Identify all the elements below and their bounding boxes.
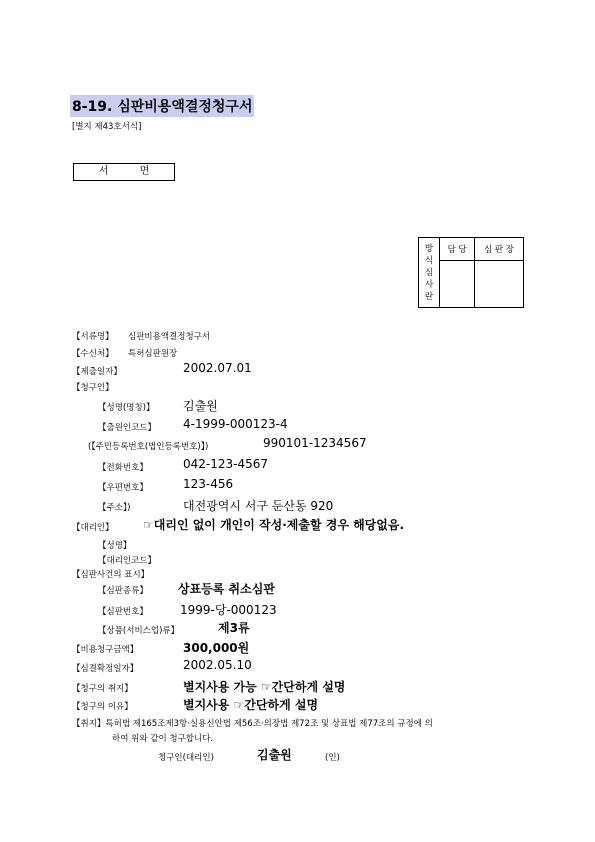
goods-class-label: 【상품(서비스업)류】 (98, 626, 180, 636)
agent-code-label: 【대리인코드】 (98, 556, 157, 566)
intent-line-1: 【취지】특허법 제165조제3항·실용신안법 제56조·의장법 제72조 및 상표법 제77조의 규정에 의 (72, 719, 433, 729)
final-date-value: 2002.05.10 (183, 658, 252, 672)
recipient-label: 【수신처】 (72, 349, 114, 359)
reason-value: 별지사용 ☞간단하게 설명 (183, 698, 319, 712)
agent-label: 【대리인】 (72, 523, 114, 533)
document-type-label: 서 면 (98, 166, 164, 177)
submit-date-value: 2002.07.01 (183, 361, 252, 375)
resident-number-value: 990101-1234567 (263, 436, 367, 450)
address-label: 【주소】) (98, 503, 131, 513)
intent-line-2: 하여 위와 같이 청구합니다. (112, 734, 214, 744)
phone-label: 【전화번호】 (98, 463, 148, 473)
goods-class-value: 제3류 (218, 621, 250, 635)
doc-name-label: 【서류명】 (72, 332, 114, 342)
applicant-code-label: 【출원인코드】 (98, 423, 157, 433)
doc-name-value: 심판비용액결정청구서 (128, 332, 211, 342)
recipient-value: 특허심판원장 (128, 349, 178, 359)
postal-code-label: 【우편번호】 (98, 483, 148, 493)
signer-name: 김출원 (257, 748, 292, 762)
claimant-label: 【청구인】 (72, 383, 114, 393)
case-number-value: 1999-당-000123 (180, 603, 277, 617)
name-value: 김출원 (183, 399, 218, 413)
phone-value: 042-123-4567 (183, 457, 269, 471)
reason-label: 【청구의 이유】 (72, 702, 133, 712)
approval-vertical-label: 방 식 심 사 란 (419, 238, 440, 308)
case-type-label: 【심판종류】 (98, 586, 148, 596)
purpose-value: 별지사용 가능 ☞간단하게 설명 (183, 680, 346, 694)
case-type-value: 상표등록 취소심판 (178, 582, 275, 596)
approval-cell-judge (475, 261, 524, 308)
signer-label: 청구인(대리인) (158, 753, 214, 763)
postal-code-value: 123-456 (183, 477, 234, 491)
approval-table (418, 237, 524, 308)
applicant-code-value: 4-1999-000123-4 (183, 417, 288, 431)
approval-header-judge: 심 판 장 (475, 238, 524, 261)
form-note: [별지 제43호서식] (72, 122, 142, 132)
document-type-box (73, 163, 175, 181)
final-date-label: 【심결확정일자】 (72, 664, 139, 674)
address-value: 대전광역시 서구 둔산동 920 (183, 499, 334, 513)
resident-number-label: (【주민등록번호(법인등록번호)】) (88, 442, 209, 452)
case-label: 【심판사건의 표시】 (72, 570, 150, 580)
cost-label: 【비용청구금액】 (72, 645, 139, 655)
name-label: 【성명(명칭)】 (98, 403, 155, 413)
agent-name-label: 【성명】 (98, 541, 132, 551)
case-number-label: 【심판번호】 (98, 607, 148, 617)
purpose-label: 【청구의 취지】 (72, 684, 133, 694)
submit-date-label: 【제출일자】 (72, 367, 122, 377)
cost-value: 300,000원 (183, 641, 250, 655)
approval-cell-charge (440, 261, 475, 308)
approval-header-charge: 담 당 (440, 238, 475, 261)
page-title: 8-19. 심판비용액결정청구서 (70, 95, 254, 117)
seal-mark: (인) (325, 753, 340, 763)
agent-note: ☞대리인 없이 개인이 작성·제출할 경우 해당없음. (143, 518, 405, 532)
